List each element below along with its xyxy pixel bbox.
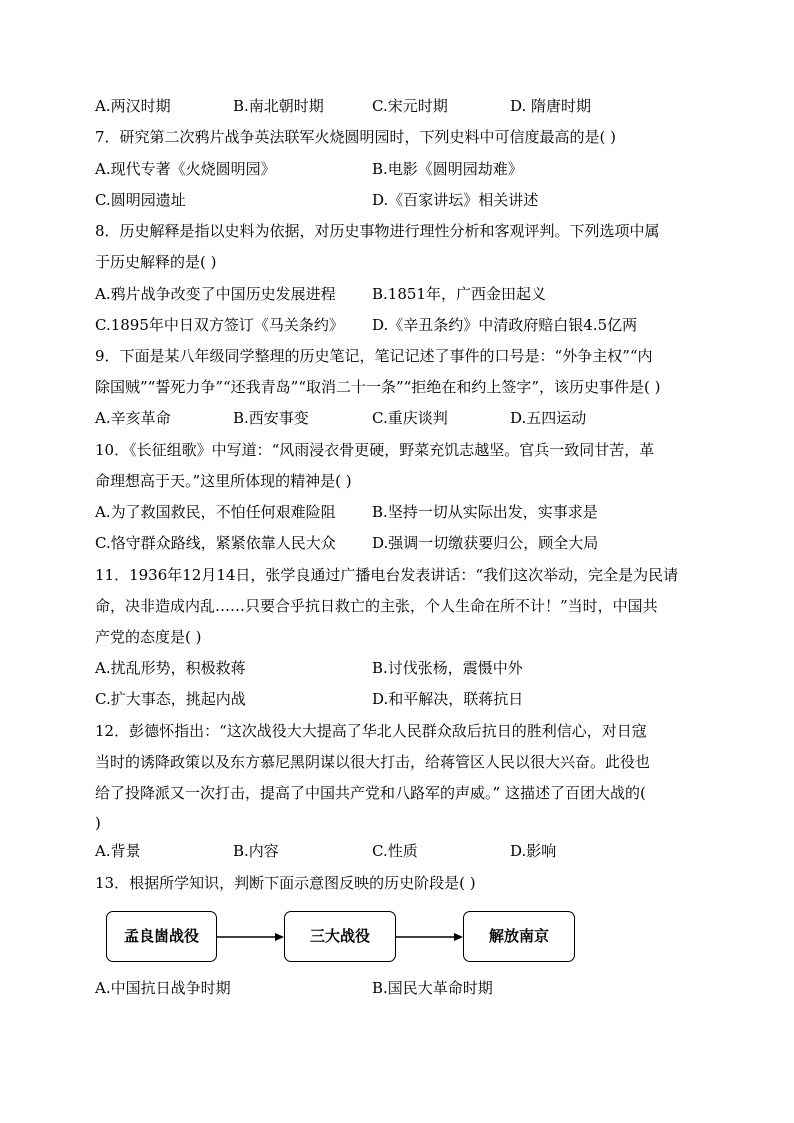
q6-option-b: B.南北朝时期 [233, 97, 324, 115]
q9-option-c: C.重庆谈判 [372, 409, 448, 427]
q8-stem-line-1: 8．历史解释是指以史料为依据，对历史事物进行理性分析和客观评判。下列选项中属 [95, 222, 660, 240]
q7-stem: 7．研究第二次鸦片战争英法联军火烧圆明园时，下列史料中可信度最高的是( ) [95, 128, 617, 146]
q10-stem-line-1: 10．《长征组歌》中写道：“风雨浸衣骨更硬，野菜充饥志越坚。官兵一致同甘苦，革 [95, 441, 655, 459]
q12-stem-line-4: ) [95, 814, 101, 832]
q12-option-d: D.影响 [510, 842, 557, 860]
q7-option-a: A.现代专著《火烧圆明园》 [95, 160, 276, 178]
q10-option-a: A.为了救国救民，不怕任何艰难险阻 [95, 503, 336, 521]
q13-stem: 13．根据所学知识，判断下面示意图反映的历史阶段是( ) [95, 874, 476, 892]
q10-stem-line-2: 命理想高于天。”这里所体现的精神是( ) [95, 472, 352, 490]
q6-option-c: C.宋元时期 [372, 97, 448, 115]
q12-stem-line-3: 给了投降派又一次打击，提高了中国共产党和八路军的声威。” 这描述了百团大战的( [95, 784, 646, 802]
q13-option-b: B.国民大革命时期 [372, 979, 493, 997]
q11-option-d: D.和平解决，联蒋抗日 [372, 690, 524, 708]
flow-arrowhead-1 [275, 933, 284, 941]
q8-option-c: C.1895年中日双方签订《马关条约》 [95, 316, 344, 334]
q12-option-b: B.内容 [233, 842, 279, 860]
q9-option-b: B.西安事变 [233, 409, 309, 427]
q12-stem-line-2: 当时的诱降政策以及东方慕尼黑阴谋以很大打击，给蒋管区人民以很大兴奋。此役也 [95, 753, 651, 771]
q11-stem-line-1: 11．1936年12月14日，张学良通过广播电台发表讲话：“我们这次举动，完全是为民请 [95, 566, 679, 584]
flow-box-menglianggu: 孟良崮战役 [106, 911, 217, 962]
q12-option-c: C.性质 [372, 842, 418, 860]
q12-option-a: A.背景 [95, 842, 141, 860]
q13-option-a: A.中国抗日战争时期 [95, 979, 231, 997]
q6-option-a: A.两汉时期 [95, 97, 171, 115]
q8-option-b: B.1851年，广西金田起义 [372, 285, 546, 303]
q11-stem-line-3: 产党的态度是( ) [95, 628, 202, 646]
q10-option-d: D.强调一切缴获要归公，顾全大局 [372, 534, 599, 552]
q8-stem-line-2: 于历史解释的是( ) [95, 253, 217, 271]
q11-stem-line-2: 命，决非造成内乱……只要合乎抗日救亡的主张，个人生命在所不计！”当时，中国共 [95, 597, 658, 615]
q11-option-c: C.扩大事态，挑起内战 [95, 690, 246, 708]
flow-arrowhead-2 [454, 933, 463, 941]
flow-box-liberate-nanjing: 解放南京 [463, 911, 575, 962]
q12-stem-line-1: 12．彭德怀指出：“这次战役大大提高了华北人民群众敌后抗日的胜利信心，对日寇 [95, 722, 647, 740]
q11-option-a: A.扰乱形势，积极救蒋 [95, 659, 246, 677]
q6-option-d: D. 隋唐时期 [510, 97, 592, 115]
q7-option-b: B.电影《圆明园劫难》 [372, 160, 523, 178]
q8-option-a: A.鸦片战争改变了中国历史发展进程 [95, 285, 336, 303]
q10-option-b: B.坚持一切从实际出发，实事求是 [372, 503, 598, 521]
q9-stem-line-2: 除国贼”“誓死力争”“还我青岛”“取消二十一条”“拒绝在和约上签字”，该历史事件是( ) [95, 378, 661, 396]
q9-option-d: D.五四运动 [510, 409, 587, 427]
q9-option-a: A.辛亥革命 [95, 409, 171, 427]
q8-option-d: D.《辛丑条约》中清政府赔白银4.5亿两 [372, 316, 638, 334]
q11-option-b: B.讨伐张杨，震慑中外 [372, 659, 523, 677]
q7-option-d: D.《百家讲坛》相关讲述 [372, 191, 539, 209]
q7-option-c: C.圆明园遗址 [95, 191, 186, 209]
q10-option-c: C.恪守群众路线，紧紧依靠人民大众 [95, 534, 336, 552]
q9-stem-line-1: 9．下面是某八年级同学整理的历史笔记，笔记记述了事件的口号是：“外争主权”“内 [95, 347, 653, 365]
flow-box-three-campaigns: 三大战役 [284, 911, 396, 962]
